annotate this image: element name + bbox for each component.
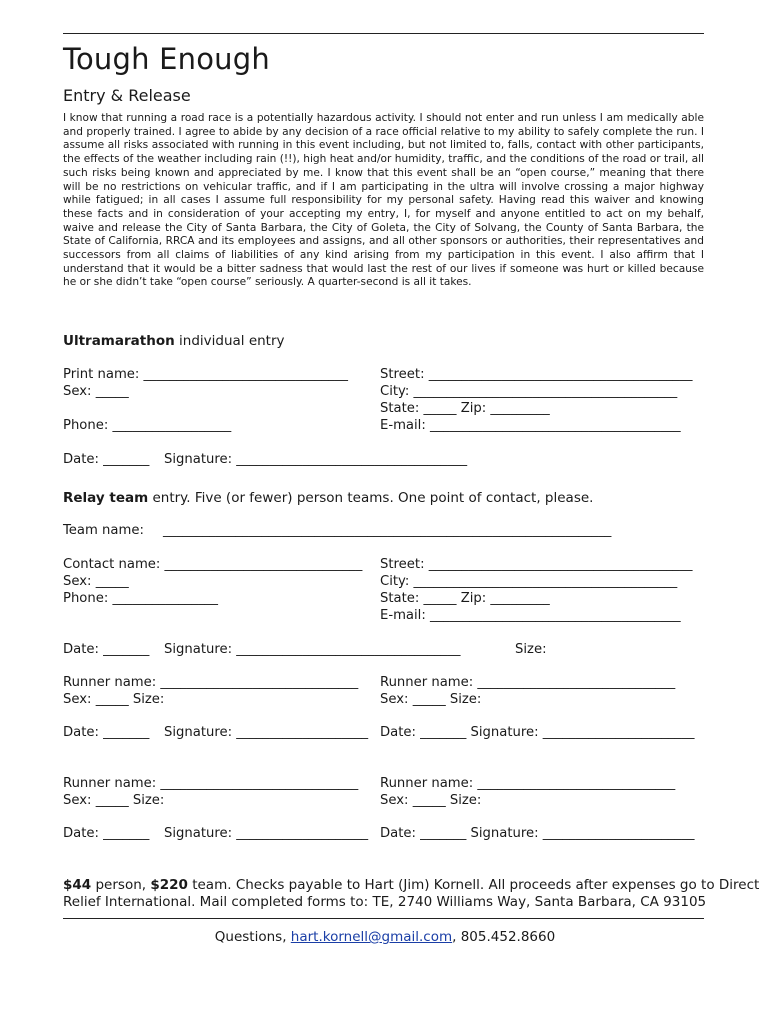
- bottom-rule: [63, 918, 704, 919]
- relay-email-field[interactable]: E-mail: ______________________________________: [380, 608, 681, 623]
- team-name-label: Team name:: [63, 523, 144, 538]
- ultra-sex-field[interactable]: Sex: _____: [63, 384, 129, 399]
- relay-signature-field[interactable]: Signature: __________________________________: [164, 642, 461, 657]
- fees-line-2: Relief International. Mail completed forms to: TE, 2740 Williams Way, Santa Barbara, CA 93105: [63, 894, 707, 910]
- team-text: team. Checks payable to Hart (Jim) Kornell. All proceeds after expenses go to Direct: [187, 877, 760, 893]
- relay-street-field[interactable]: Street: ________________________________________: [380, 557, 693, 572]
- person-text: person,: [91, 877, 151, 893]
- ultra-email-field[interactable]: E-mail: ______________________________________: [380, 418, 681, 433]
- ultra-phone-field[interactable]: Phone: __________________: [63, 418, 232, 433]
- runner-1-sex-size-field[interactable]: Sex: _____ Size:: [63, 692, 165, 707]
- relay-contact-name-field[interactable]: Contact name: ______________________________: [63, 557, 363, 572]
- waiver-text: I know that running a road race is a potentially hazardous activity. I should not enter and run unless I am medically able and properly trained. I agree to abide by any decision of a race official relative to my ability to safely complete the run. I assume all risks associated with running in this event including, but not limited to, falls, contact with other participants, the effects of the weather including rain (!!), high heat and/or humidity, traffic, and the conditions of the road or trail, all such risks being known and appreciated by me. I know that this event shall be an “open course,” meaning that there will be no restrictions on vehicular traffic, and if I am participating in the ultra will involve crossing a major highway while fatigued; in all cases I assume full responsibility for my personal safety. Having read this waiver and knowing these facts and in consideration of your accepting my entry, I, for myself and anyone entitled to act on my behalf, waive and release the City of Santa Barbara, the City of Goleta, the City of Solvang, the County of Santa Barbara, the State of California, RRCA and its employees and assigns, and all other sponsors or authorities, their representatives and successors from all claims of liabilities of any kind arising from my participation in this event. I also affirm that I understand that it would be a bitter sadness that would last the rest of our lives if someone was hurt or killed because he or she didn’t take “open course” seriously. A quarter-second is all it takes.: [63, 112, 704, 289]
- person-price: $44: [63, 877, 92, 893]
- footer-suffix: , 805.452.8660: [452, 929, 556, 945]
- contact-email-link[interactable]: hart.kornell@gmail.com: [290, 929, 453, 945]
- top-rule: [63, 33, 704, 34]
- team-name-field[interactable]: ____________________________________________________________________: [163, 523, 612, 538]
- runner-3-sex-size-field[interactable]: Sex: _____ Size:: [63, 793, 165, 808]
- ultra-signature-field[interactable]: Signature: ___________________________________: [164, 452, 468, 467]
- runner-1-date-field[interactable]: Date: _______: [63, 725, 150, 740]
- runner-3-name-field[interactable]: Runner name: ______________________________: [63, 776, 359, 791]
- ultra-city-field[interactable]: City: ________________________________________: [380, 384, 678, 399]
- ultra-heading-rest: individual entry: [174, 333, 285, 349]
- relay-sex-field[interactable]: Sex: _____: [63, 574, 129, 589]
- ultra-heading-bold: Ultramarathon: [63, 333, 175, 349]
- ultra-print-name-field[interactable]: Print name: _______________________________: [63, 367, 348, 382]
- relay-heading: [63, 490, 593, 506]
- footer-prefix: Questions,: [214, 929, 291, 945]
- footer-contact: [0, 929, 770, 945]
- runner-2-name-field[interactable]: Runner name: ______________________________: [380, 675, 676, 690]
- fees-line-1: [63, 877, 759, 893]
- runner-4-sex-size-field[interactable]: Sex: _____ Size:: [380, 793, 482, 808]
- runner-1-signature-field[interactable]: Signature: ____________________: [164, 725, 369, 740]
- runner-4-date-signature-field[interactable]: Date: _______ Signature: _______________________: [380, 826, 695, 841]
- team-price: $220: [150, 877, 188, 893]
- ultra-state-zip-field[interactable]: State: _____ Zip: _________: [380, 401, 550, 416]
- relay-phone-field[interactable]: Phone: ________________: [63, 591, 218, 606]
- relay-date-field[interactable]: Date: _______: [63, 642, 150, 657]
- ultra-heading: [63, 333, 285, 349]
- ultra-date-field[interactable]: Date: _______: [63, 452, 150, 467]
- page-title: Tough Enough: [63, 42, 270, 76]
- page-subtitle: Entry & Release: [63, 86, 191, 105]
- relay-state-zip-field[interactable]: State: _____ Zip: _________: [380, 591, 550, 606]
- runner-2-sex-size-field[interactable]: Sex: _____ Size:: [380, 692, 482, 707]
- runner-4-name-field[interactable]: Runner name: ______________________________: [380, 776, 676, 791]
- relay-heading-bold: Relay team: [63, 490, 149, 506]
- relay-heading-rest: entry. Five (or fewer) person teams. One point of contact, please.: [148, 490, 594, 506]
- runner-1-name-field[interactable]: Runner name: ______________________________: [63, 675, 359, 690]
- runner-3-date-field[interactable]: Date: _______: [63, 826, 150, 841]
- runner-2-date-signature-field[interactable]: Date: _______ Signature: _______________________: [380, 725, 695, 740]
- runner-3-signature-field[interactable]: Signature: ____________________: [164, 826, 369, 841]
- relay-city-field[interactable]: City: ________________________________________: [380, 574, 678, 589]
- relay-size-field[interactable]: Size:: [515, 642, 547, 657]
- ultra-street-field[interactable]: Street: ________________________________________: [380, 367, 693, 382]
